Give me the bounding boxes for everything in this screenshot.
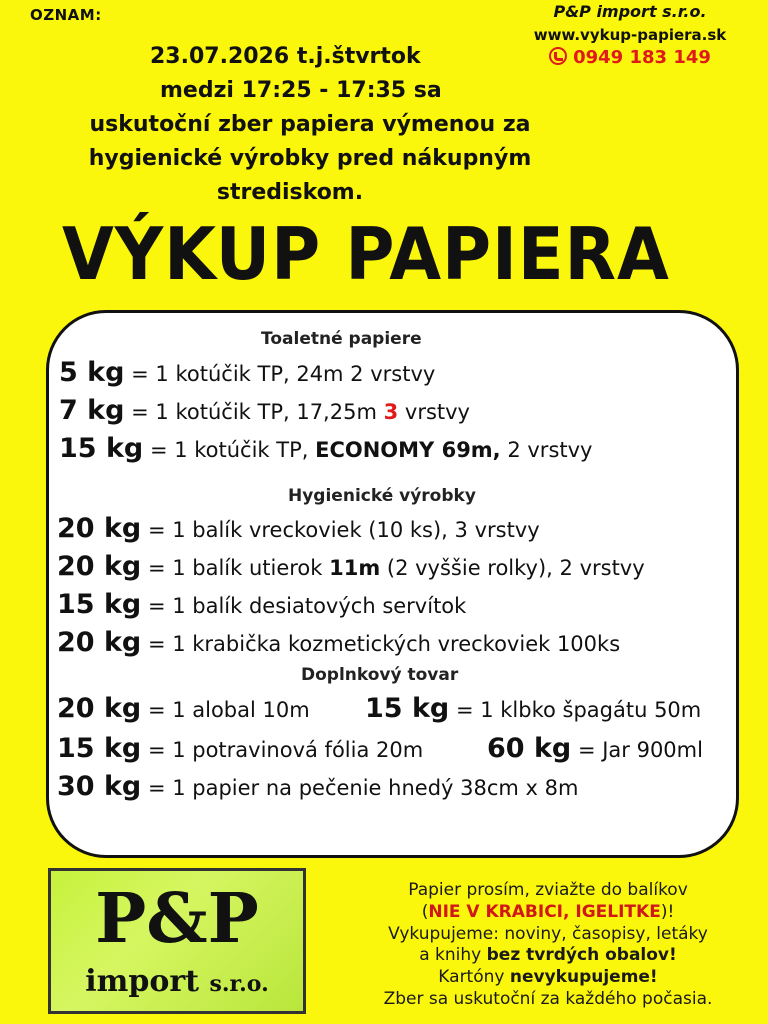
price-row <box>57 551 645 582</box>
info-line: Papier prosím, zviažte do balíkov <box>408 880 688 900</box>
reward-highlight: 3 <box>383 400 399 424</box>
logo-sro: s.r.o. <box>209 971 269 997</box>
price-row <box>59 357 435 388</box>
price-row <box>57 589 466 620</box>
reward: = 1 potravinová fólia 20m <box>141 738 424 762</box>
info-line <box>338 967 758 989</box>
phone-number: 0949 183 149 <box>573 47 711 68</box>
reward-bold: ECONOMY 69m, <box>315 438 501 462</box>
info-bracket-close: )! <box>660 901 675 922</box>
reward-suffix: (2 vyššie rolky), 2 vrstvy <box>380 556 645 580</box>
collection-notice <box>60 40 560 210</box>
notice-date: 23.07.2026 t.j.štvrtok <box>150 44 421 69</box>
weight: 20 kg <box>57 693 142 724</box>
reward: = Jar 900ml <box>571 738 703 762</box>
company-name: P&P import s.r.o. <box>553 2 707 21</box>
section-title-toilet: Toaletné papiere <box>261 329 422 349</box>
weight: 7 kg <box>59 395 125 426</box>
reward-bold: 11m <box>329 556 381 580</box>
price-row <box>57 693 310 724</box>
notice-label: OZNAM: <box>30 6 102 24</box>
info-warning: NIE V KRABICI, IGELITKE <box>428 901 661 922</box>
reward: = 1 papier na pečenie hnedý 38cm x 8m <box>141 776 579 800</box>
weight: 20 kg <box>57 513 142 544</box>
weight: 20 kg <box>57 551 142 582</box>
price-row <box>487 733 703 764</box>
info-line <box>338 945 758 967</box>
notice-time: medzi 17:25 - 17:35 sa <box>160 78 442 104</box>
notice-text-1: uskutoční zber papiera výmenou za <box>89 112 531 138</box>
info-bracket-open: ( <box>421 901 429 922</box>
info-bold: nevykupujeme! <box>509 967 658 987</box>
weight: 15 kg <box>57 733 142 764</box>
collection-instructions <box>338 880 758 1011</box>
weight: 30 kg <box>57 771 142 802</box>
price-row <box>57 627 620 658</box>
logo-import: import <box>85 964 200 999</box>
price-row <box>59 395 470 426</box>
price-row <box>365 693 701 724</box>
price-row <box>59 433 592 464</box>
reward: = 1 kotúčik TP, 17,25m <box>124 400 384 424</box>
info-bold: bez tvrdých obalov! <box>486 945 677 966</box>
reward: = 1 kotúčik TP, 24m 2 vrstvy <box>124 362 436 386</box>
logo-mark: P&P <box>95 879 259 959</box>
info-line <box>338 902 758 924</box>
weight: 15 kg <box>59 433 144 464</box>
reward-suffix: 2 vrstvy <box>500 438 593 462</box>
reward: = 1 kotúčik TP, <box>143 438 316 462</box>
info-line: Zber sa uskutoční za každého počasia. <box>383 988 713 1009</box>
weight: 15 kg <box>57 589 142 620</box>
reward: = 1 alobal 10m <box>141 698 310 722</box>
notice-text-2: hygienické výrobky pred nákupným <box>88 146 532 172</box>
company-logo <box>48 868 306 1014</box>
weight: 5 kg <box>59 357 125 388</box>
info-line: Vykupujeme: noviny, časopisy, letáky <box>388 923 708 944</box>
reward: = 1 balík desiatových servítok <box>141 594 467 618</box>
price-row <box>57 771 578 802</box>
notice-text-3: strediskom. <box>216 180 364 206</box>
price-row <box>57 733 423 764</box>
company-website: www.vykup-papiera.sk <box>533 26 727 44</box>
section-title-hygiene: Hygienické výrobky <box>288 486 476 506</box>
weight: 20 kg <box>57 627 142 658</box>
price-list-panel <box>46 310 739 858</box>
reward: = 1 balík utierok <box>141 556 330 580</box>
section-title-extra: Doplnkový tovar <box>301 665 459 685</box>
reward: = 1 klbko špagátu 50m <box>449 698 702 722</box>
info-text: Kartóny <box>438 967 510 987</box>
price-row <box>57 513 540 544</box>
reward: = 1 krabička kozmetických vreckoviek 100ks <box>141 632 621 656</box>
weight: 15 kg <box>365 693 450 724</box>
reward: = 1 balík vreckoviek (10 ks), 3 vrstvy <box>141 518 540 542</box>
reward-suffix: vrstvy <box>398 400 470 424</box>
weight: 60 kg <box>487 733 572 764</box>
logo-subtitle <box>51 964 303 999</box>
headline: VÝKUP PAPIERA <box>62 212 670 296</box>
info-text: a knihy <box>419 945 487 966</box>
